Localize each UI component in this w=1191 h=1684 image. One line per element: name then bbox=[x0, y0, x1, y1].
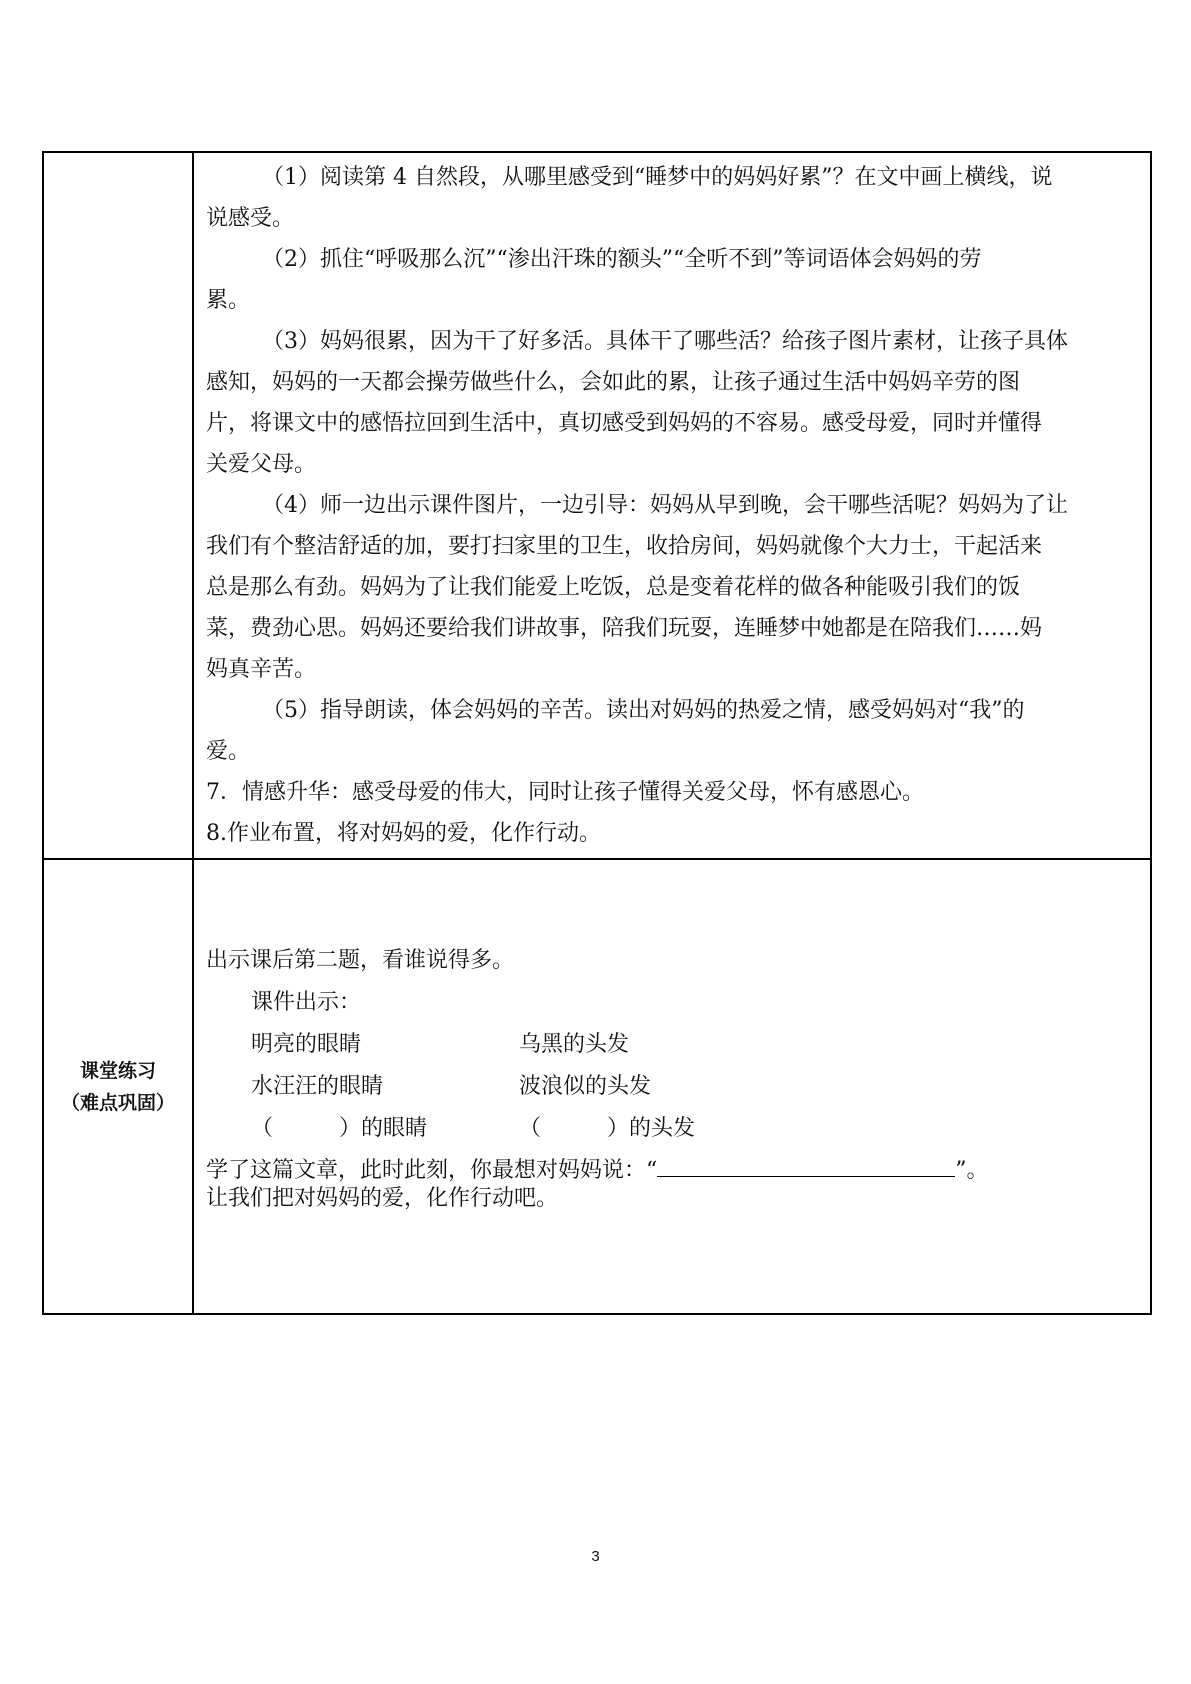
text-line: 7．情感升华：感受母爱的伟大，同时让孩子懂得关爱父母，怀有感恩心。 bbox=[206, 780, 924, 805]
practice-label-cell bbox=[43, 859, 193, 1314]
phrase-left: 明亮的眼睛 bbox=[251, 1032, 362, 1057]
practice-label-subtitle: （难点巩固） bbox=[60, 1091, 175, 1114]
phrase-pairs bbox=[206, 1024, 1140, 1150]
courseware-heading: 课件出示： bbox=[251, 990, 362, 1015]
text-line: 我们有个整洁舒适的加，要打扫家里的卫生，收拾房间，妈妈就像个大力士，干起活来 bbox=[206, 534, 1043, 559]
teaching-steps-text bbox=[194, 153, 1150, 854]
phrase-left: 水汪汪的眼睛 bbox=[251, 1074, 384, 1099]
text-line: 妈真辛苦。 bbox=[206, 657, 317, 682]
text-line: 总是那么有劲。妈妈为了让我们能爱上吃饭，总是变着花样的做各种能吸引我们的饭 bbox=[206, 575, 1021, 600]
teaching-steps-content-cell bbox=[193, 152, 1151, 859]
phrase-pair-row bbox=[206, 1108, 1140, 1150]
lesson-plan-table bbox=[42, 151, 1152, 1315]
phrase-pair-row bbox=[206, 1066, 1140, 1108]
practice-text bbox=[194, 860, 1150, 1220]
phrase-right: （ ）的头发 bbox=[519, 1116, 696, 1141]
text-line: （3）妈妈很累，因为干了好多活。具体干了哪些活？给孩子图片素材，让孩子具体 bbox=[262, 329, 1068, 354]
text-line: 菜，费劲心思。妈妈还要给我们讲故事，陪我们玩耍，连睡梦中她都是在陪我们……妈 bbox=[206, 616, 1043, 641]
practice-intro: 出示课后第二题，看谁说得多。 bbox=[206, 948, 515, 973]
text-line: （4）师一边出示课件图片，一边引导：妈妈从早到晚，会干哪些活呢？妈妈为了让 bbox=[262, 493, 1068, 518]
teaching-steps-row bbox=[43, 152, 1151, 859]
text-line: 关爱父母。 bbox=[206, 452, 317, 477]
page-number: 3 bbox=[591, 1548, 600, 1565]
text-line: 累。 bbox=[206, 288, 251, 313]
text-line: （5）指导朗读，体会妈妈的辛苦。读出对妈妈的热爱之情，感受妈妈对“我”的 bbox=[262, 698, 1025, 723]
practice-content-cell bbox=[193, 859, 1151, 1314]
phrase-right: 波浪似的头发 bbox=[519, 1074, 652, 1099]
answer-blank bbox=[657, 1154, 955, 1177]
teaching-steps-label-cell bbox=[43, 152, 193, 859]
text-line: 爱。 bbox=[206, 739, 251, 764]
phrase-left: （ ）的眼睛 bbox=[251, 1116, 428, 1141]
text-line: （1）阅读第 4 自然段，从哪里感受到“睡梦中的妈妈好累”？在文中画上横线，说 bbox=[262, 165, 1053, 190]
prompt-before: 学了这篇文章，此时此刻，你最想对妈妈说：“ bbox=[206, 1158, 658, 1183]
text-line: 8.作业布置，将对妈妈的爱，化作行动。 bbox=[206, 821, 601, 846]
text-line: 说感受。 bbox=[206, 206, 295, 231]
prompt-after: ”。 bbox=[955, 1158, 989, 1183]
practice-label-title: 课堂练习 bbox=[79, 1059, 156, 1082]
phrase-right: 乌黑的头发 bbox=[519, 1032, 630, 1057]
text-line: 感知，妈妈的一天都会操劳做些什么，会如此的累，让孩子通过生活中妈妈辛劳的图 bbox=[206, 370, 1021, 395]
text-line: （2）抓住“呼吸那么沉”“渗出汗珠的额头”“全听不到”等词语体会妈妈的劳 bbox=[262, 247, 982, 272]
text-line: 片，将课文中的感悟拉回到生活中，真切感受到妈妈的不容易。感受母爱，同时并懂得 bbox=[206, 411, 1043, 436]
closing-line: 让我们把对妈妈的爱，化作行动吧。 bbox=[206, 1186, 559, 1211]
practice-row bbox=[43, 859, 1151, 1314]
phrase-pair-row bbox=[206, 1024, 1140, 1066]
